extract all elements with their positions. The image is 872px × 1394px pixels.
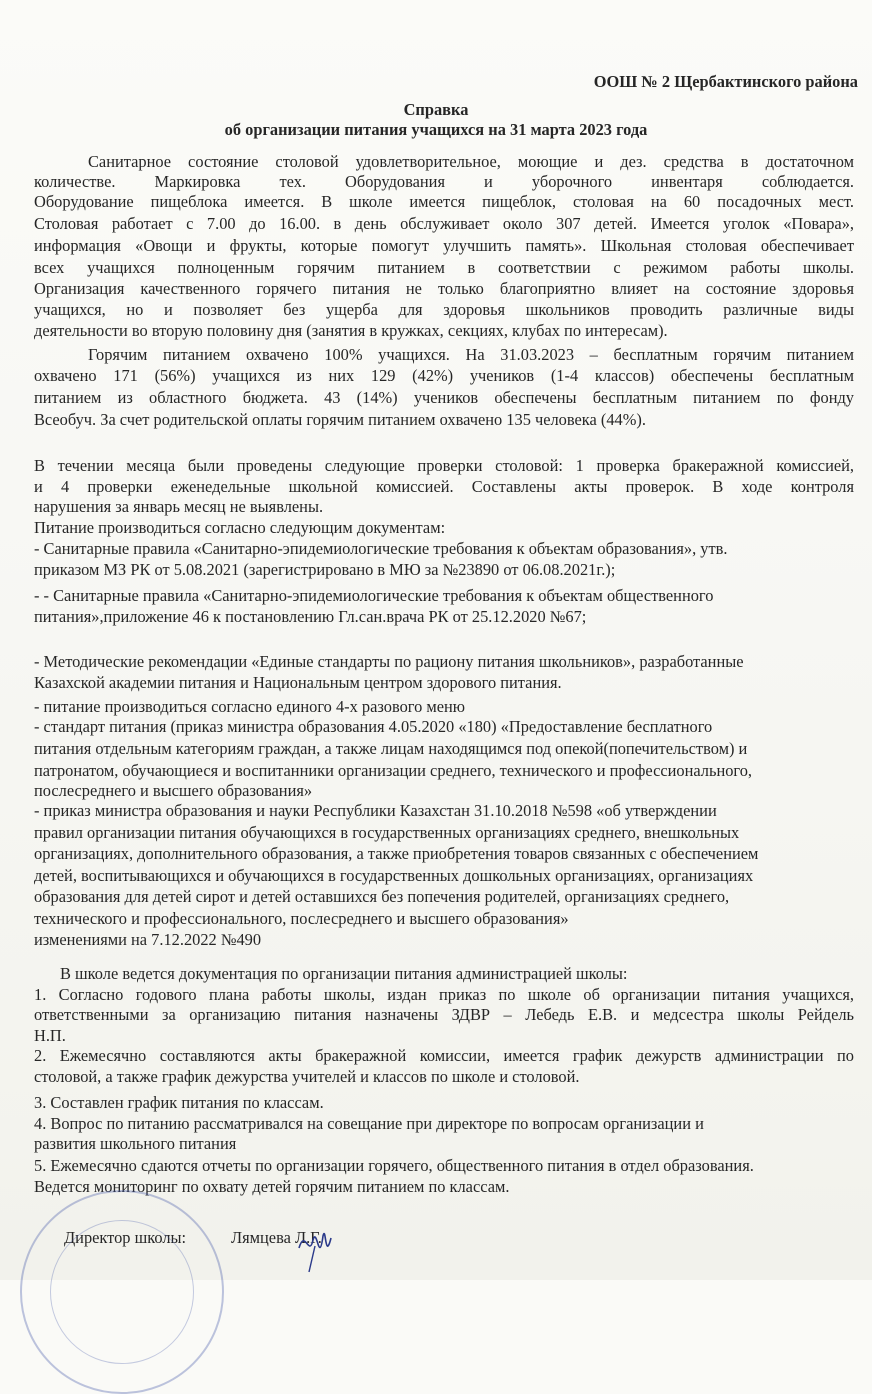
body-line: технического и профессионального, послесреднего и высшего образования»	[34, 909, 569, 928]
body-line: правил организации питания обучающихся в государственных организациях среднего, внешкольных	[34, 823, 740, 842]
body-line: послесреднего и высшего образования»	[34, 781, 313, 800]
body-line: Столовая работает с 7.00 до 16.00. в день обслуживает около 307 детей. Имеется уголок «Повара»,	[34, 214, 854, 233]
body-line: Всеобуч. За счет родительской оплаты горячим питанием охвачено 135 человека (44%).	[34, 410, 646, 429]
body-line: - - Санитарные правила «Санитарно-эпидемиологические требования к объектам общественного	[34, 586, 714, 605]
body-line: столовой, а также график дежурства учителей и классов по школе и столовой.	[34, 1067, 580, 1086]
body-line: - приказ министра образования и науки Республики Казахстан 31.10.2018 №598 «об утверждении	[34, 801, 717, 820]
body-line: количестве. Маркировка тех. Оборудования и уборочного инвентаря соблюдается.	[34, 172, 854, 191]
body-line: - питание производиться согласно единого 4-х разового меню	[34, 697, 466, 716]
school-name: ООШ № 2 Щербактинского района	[593, 72, 858, 91]
body-line: и 4 проверки еженедельные школьной комиссией. Составлены акты проверок. В ходе контроля	[34, 477, 854, 496]
body-line: Горячим питанием охвачено 100% учащихся. На 31.03.2023 – бесплатным горячим питанием	[88, 345, 854, 364]
body-line: питания»,приложение 46 к постановлению Гл.сан.врача РК от 25.12.2020 №67;	[34, 607, 587, 626]
body-line: 3. Составлен график питания по классам.	[34, 1093, 324, 1112]
document-title: Справка	[403, 100, 469, 119]
body-line: развития школьного питания	[34, 1134, 237, 1153]
body-line: охвачено 171 (56%) учащихся из них 129 (42%) учеников (1-4 классов) обеспечены бесплатным	[34, 366, 854, 385]
body-line: организациях, дополнительного образования, а также приобретения товаров связанных с обеспечением	[34, 844, 759, 863]
document-subject: об организации питания учащихся на 31 марта 2023 года	[224, 120, 648, 139]
body-line: Оборудование пищеблока имеется. В школе имеется пищеблок, столовая на 60 посадочных мест.	[34, 192, 854, 211]
body-line: изменениями на 7.12.2022 №490	[34, 930, 262, 949]
body-line: 4. Вопрос по питанию рассматривался на совещание при директоре по вопросам организации и	[34, 1114, 704, 1133]
body-line: В течении месяца были проведены следующие проверки столовой: 1 проверка бракеражной комиссией,	[34, 456, 854, 475]
body-line: - Санитарные правила «Санитарно-эпидемиологические требования к объектам образования», утв.	[34, 539, 728, 558]
body-line: информация «Овощи и фрукты, которые помогут улучшить память». Школьная столовая обеспечивает	[34, 236, 854, 255]
body-line: Казахской академии питания и Национальным центром здорового питания.	[34, 673, 562, 692]
body-line: Питание производиться согласно следующим документам:	[34, 518, 446, 537]
body-line: Организация качественного горячего питания не только благоприятно влияет на состояние здоровья	[34, 279, 854, 298]
body-line: всех учащихся полноценным горячим питанием в соответствии с режимом работы школы.	[34, 258, 854, 277]
body-line: ответственными за организацию питания назначены ЗДВР – Лебедь Е.В. и медсестра школы Рейдель	[34, 1005, 854, 1024]
body-line: В школе ведется документация по организации питания администрацией школы:	[60, 964, 628, 983]
body-line: Ведется мониторинг по охвату детей горячим питанием по классам.	[34, 1177, 510, 1196]
body-line: - Методические рекомендации «Единые стандарты по рациону питания школьников», разработанные	[34, 652, 744, 671]
body-line: деятельности во вторую половину дня (занятия в кружках, секциях, клубах по интересам).	[34, 321, 668, 340]
body-line: питанием из областного бюджета. 43 (14%) учеников обеспечены бесплатным питанием по фонду	[34, 388, 854, 407]
body-line: патронатом, обучающиеся и воспитанники организации среднего, технического и профессионального,	[34, 761, 753, 780]
body-line: детей, воспитывающихся и обучающихся в государственных дошкольных организациях, организациях	[34, 866, 754, 885]
body-line: 5. Ежемесячно сдаются отчеты по организации горячего, общественного питания в отдел образования.	[34, 1156, 754, 1175]
body-line: 2. Ежемесячно составляются акты бракеражной комиссии, имеется график дежурств администрации по	[34, 1046, 854, 1065]
body-line: приказом МЗ РК от 5.08.2021 (зарегистрировано в МЮ за №23890 от 06.08.2021г.);	[34, 560, 616, 579]
body-line: питания отдельным категориям граждан, а также лицам находящимся под опекой(попечительством) и	[34, 739, 748, 758]
body-line: 1. Согласно годового плана работы школы, издан приказ по школе об организации питания учащихся,	[34, 985, 854, 1004]
body-line: нарушения за январь месяц не выявлены.	[34, 497, 324, 516]
body-line: Санитарное состояние столовой удовлетворительное, моющие и дез. средства в достаточном	[88, 152, 854, 171]
signature-name: Лямцева Л.Г.	[231, 1228, 322, 1247]
signature-role: Директор школы:	[64, 1228, 187, 1247]
body-line: образования для детей сирот и детей оставшихся без попечения родителей, организациях среднего,	[34, 887, 730, 906]
body-line: - стандарт питания (приказ министра образования 4.05.2020 «180) «Предоставление бесплатного	[34, 717, 713, 736]
body-line: Н.П.	[34, 1026, 66, 1045]
school-stamp	[20, 1190, 224, 1394]
handwritten-signature	[295, 1218, 335, 1273]
body-line: учащихся, но и позволяет без ущерба для здоровья школьников проводить различные виды	[34, 300, 854, 319]
